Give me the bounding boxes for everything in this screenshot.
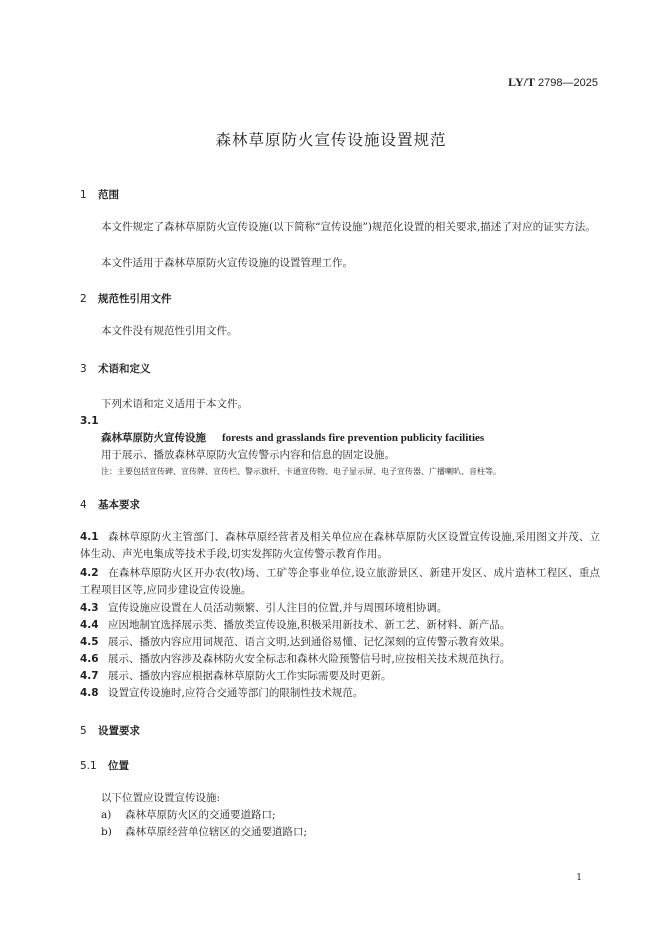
document-code — [508, 75, 598, 90]
term-english: forests and grasslands fire prevention publicity facilities — [222, 432, 485, 444]
term-note: 注：主要包括宣传碑、宣传牌、宣传栏、警示旗杆、卡通宣传物、电子显示屏、电子宣传器、广播喇叭、音柱等。 — [101, 467, 501, 476]
section-2-number: 2 — [80, 293, 87, 305]
section-1-para-1: 本文件规定了森林草原防火宣传设施(以下简称“宣传设施”)规范化设置的相关要求,描述了对应的证实方法。 — [101, 221, 596, 233]
section-5-intro: 以下位置应设置宣传设施: — [101, 792, 221, 804]
section-5-heading — [80, 723, 140, 738]
clause-number: 4.2 — [80, 567, 99, 579]
section-3-title: 术语和定义 — [98, 363, 151, 375]
section-1-para-2: 本文件适用于森林草原防火宣传设施的设置管理工作。 — [101, 257, 353, 269]
section-3-intro: 下列术语和定义适用于本文件。 — [101, 398, 248, 410]
clause-4-7 — [80, 668, 600, 685]
clause-number: 4.4 — [80, 619, 99, 631]
section-4-number: 4 — [80, 499, 87, 511]
clause-number: 4.8 — [80, 687, 99, 699]
section-2-title: 规范性引用文件 — [98, 293, 172, 305]
list-marker: a) — [101, 809, 112, 821]
section-2-heading — [80, 291, 172, 306]
clause-number: 4.6 — [80, 653, 99, 665]
page-number: 1 — [576, 873, 582, 883]
section-1-number: 1 — [80, 189, 87, 201]
clause-number: 4.7 — [80, 670, 99, 682]
term-entry — [101, 430, 484, 447]
clause-number: 4.5 — [80, 636, 99, 648]
clause-4-5 — [80, 634, 600, 651]
term-definition: 用于展示、播放森林草原防火宣传警示内容和信息的固定设施。 — [101, 449, 395, 461]
clause-text: 在森林草原防火区开办农(牧)场、工矿等企事业单位,设立旅游景区、新建开发区、成片造林工程区、重点工程项目区等,应同步建设宣传设施。 — [80, 567, 600, 596]
section-3-number: 3 — [80, 363, 87, 375]
clause-4-1 — [80, 529, 600, 563]
clause-4-4 — [80, 617, 600, 634]
clause-text: 森林草原防火主管部门、森林草原经营者及相关单位应在森林草原防火区设置宣传设施,采用图文并茂、立体生动、声光电集成等技术手段,切实发挥防火宣传警示教育作用。 — [80, 531, 600, 560]
clause-text: 应因地制宜选择展示类、播放类宣传设施,积极采用新技术、新工艺、新材料、新产品。 — [108, 619, 511, 631]
list-item-b — [101, 824, 307, 841]
document-code-prefix: LY/T — [508, 75, 535, 89]
clause-text: 展示、播放内容应用词规范、语言文明,达到通俗易懂、记忆深刻的宣传警示教育效果。 — [108, 636, 511, 648]
clause-text: 设置宣传设施时,应符合交通等部门的限制性技术规范。 — [108, 687, 364, 699]
section-4-heading — [80, 497, 140, 512]
list-marker: b) — [101, 826, 112, 838]
clause-4-2 — [80, 565, 600, 599]
clause-4-8 — [80, 685, 600, 702]
page-title: 森林草原防火宣传设施设置规范 — [215, 131, 447, 149]
term-chinese: 森林草原防火宣传设施 — [101, 432, 206, 444]
list-text: 森林草原防火区的交通要道路口; — [125, 809, 276, 821]
clause-number: 4.3 — [80, 602, 99, 614]
subsection-5-1-number: 5.1 — [80, 760, 97, 772]
section-5-number: 5 — [80, 725, 87, 737]
section-4-title: 基本要求 — [98, 499, 140, 511]
document-code-number: 2798—2025 — [538, 77, 598, 89]
clause-text: 宣传设施应设置在人员活动频繁、引人注目的位置,并与周围环境相协调。 — [108, 602, 448, 614]
section-1-title: 范围 — [98, 189, 119, 201]
list-text: 森林草原经营单位辖区的交通要道路口; — [125, 826, 308, 838]
section-2-para-1: 本文件没有规范性引用文件。 — [101, 325, 238, 337]
list-item-a — [101, 807, 276, 824]
section-5-title: 设置要求 — [98, 725, 140, 737]
clause-4-3 — [80, 600, 600, 617]
term-number: 3.1 — [80, 415, 99, 427]
section-1-heading — [80, 187, 119, 202]
subsection-5-1-heading — [80, 758, 129, 773]
clause-text: 展示、播放内容应根据森林草原防火工作实际需要及时更新。 — [108, 670, 392, 682]
section-3-heading — [80, 361, 151, 376]
clause-number: 4.1 — [80, 531, 99, 543]
clause-text: 展示、播放内容涉及森林防火安全标志和森林火险预警信号时,应按相关技术规范执行。 — [108, 653, 511, 665]
subsection-5-1-title: 位置 — [108, 760, 129, 772]
clause-4-6 — [80, 651, 600, 668]
